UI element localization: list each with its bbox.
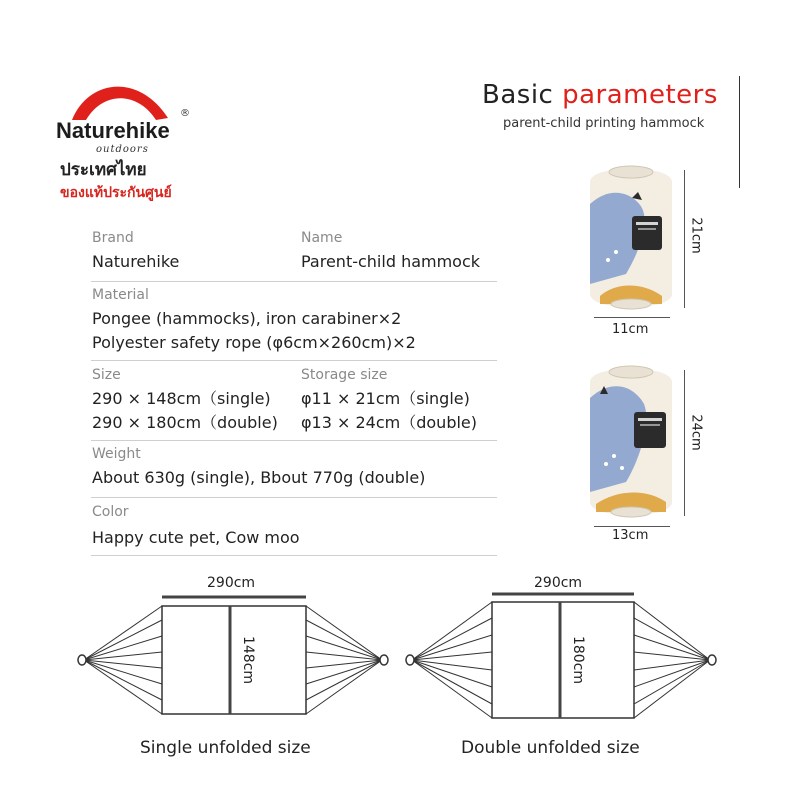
- storage-line1: φ11 × 21cm（single): [301, 389, 470, 408]
- name-value: Parent-child hammock: [301, 252, 481, 271]
- material-line2: Polyester safety rope (φ6cm×260cm)×2: [92, 333, 416, 352]
- color-label: Color: [92, 504, 129, 520]
- height-dimension-line: [684, 170, 685, 308]
- weight-label: Weight: [92, 446, 141, 462]
- mountain-arch-icon: [68, 78, 172, 122]
- double-length-label: 290cm: [534, 575, 583, 591]
- divider: [91, 497, 497, 498]
- brand-value: Naturehike: [92, 252, 180, 271]
- storage-line2: φ13 × 24cm（double): [301, 413, 478, 432]
- storage-bag-single: [586, 164, 676, 312]
- weight-value: About 630g (single), Bbout 770g (double): [92, 468, 426, 487]
- hammock-single-diagram: [70, 590, 400, 720]
- page-subtitle: parent-child printing hammock: [503, 116, 705, 131]
- material-line1: Pongee (hammocks), iron carabiner×2: [92, 309, 402, 328]
- divider: [91, 281, 497, 282]
- logo-authentic: ของแท้ประกันศูนย์: [60, 185, 172, 201]
- title-parameters: parameters: [562, 80, 718, 110]
- size-line2: 290 × 180cm（double): [92, 413, 278, 432]
- storage-label: Storage size: [301, 367, 388, 383]
- logo-tagline: outdoors: [96, 144, 149, 155]
- bag-single-width: 11cm: [612, 322, 649, 337]
- size-line1: 290 × 148cm（single): [92, 389, 271, 408]
- hammock-double-diagram: [398, 590, 728, 720]
- storage-bag-double: [586, 364, 676, 520]
- divider: [91, 440, 497, 441]
- brand-label: Brand: [92, 230, 134, 246]
- header-divider: [739, 76, 740, 188]
- size-label: Size: [92, 367, 121, 383]
- logo-brand-text: Naturehike: [56, 118, 170, 143]
- bag-single-height: 21cm: [688, 217, 704, 254]
- title-basic: Basic: [482, 80, 554, 110]
- width-dimension-line: [594, 526, 670, 527]
- material-label: Material: [92, 287, 149, 303]
- height-dimension-line: [684, 370, 685, 516]
- double-width-label: 180cm: [570, 635, 586, 685]
- single-length-label: 290cm: [207, 575, 256, 591]
- page-title: [482, 80, 718, 110]
- single-caption: Single unfolded size: [140, 738, 311, 758]
- brand-logo: [56, 78, 196, 208]
- double-caption: Double unfolded size: [461, 738, 640, 758]
- color-value: Happy cute pet, Cow moo: [92, 528, 300, 547]
- name-label: Name: [301, 230, 343, 246]
- registered-mark: ®: [180, 108, 190, 119]
- divider: [91, 555, 497, 556]
- bag-double-width: 13cm: [612, 528, 649, 543]
- logo-country: ประเทศไทย: [60, 160, 147, 180]
- width-dimension-line: [594, 317, 670, 318]
- single-width-label: 148cm: [240, 635, 256, 685]
- bag-double-height: 24cm: [688, 414, 704, 451]
- divider: [91, 360, 497, 361]
